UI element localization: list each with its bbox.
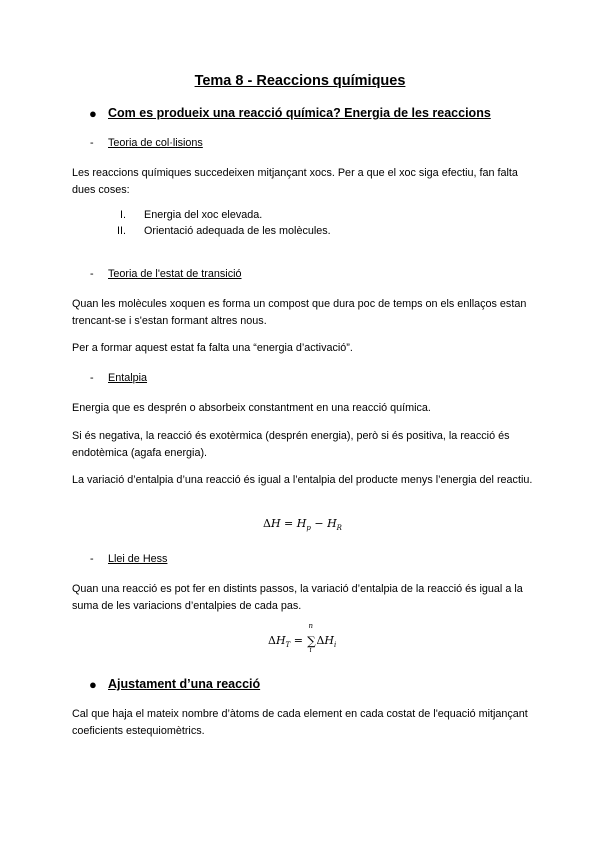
paragraph-enthalpy-3: La variació d’entalpia d’una reacció és igual a l’entalpia del producte menys l’energia del reactiu.	[72, 474, 533, 486]
enthalpy-formula	[263, 517, 342, 532]
dash-marker: -	[90, 268, 94, 280]
formula-subscript: i	[333, 641, 337, 650]
sum-icon: ∑	[307, 634, 316, 648]
formula-symbol: H	[324, 634, 334, 647]
subheading-collision-theory: Teoria de col·lisions	[108, 137, 203, 149]
section-heading-balancing: Ajustament d’una reacció	[108, 677, 261, 691]
paragraph-balancing: Cal que haja el mateix nombre d’àtoms de cada element en cada costat de l'equació mitjançant coeficients estequiomètrics.	[72, 708, 528, 737]
formula-subscript: p	[306, 524, 311, 533]
sum-upper-limit: n	[308, 622, 313, 630]
paragraph-hess: Quan una reacció es pot fer en distints passos, la variació d’entalpia de la reacció és igual a la suma de les variacions d’entalpies de cada pas.	[72, 583, 523, 612]
list-item: Energia del xoc elevada.	[144, 209, 263, 221]
subheading-hess-law: Llei de Hess	[108, 553, 168, 565]
sum-lower-limit: i	[309, 646, 312, 654]
paragraph-collisions: Les reaccions químiques succedeixen mitjançant xocs. Per a que el xoc siga efectiu, fan falta dues coses:	[72, 167, 518, 196]
summation	[306, 622, 316, 654]
formula-delta: Δ	[316, 634, 325, 647]
bullet-icon: ●	[89, 106, 97, 121]
formula-subscript: R	[336, 524, 342, 533]
paragraph-transition-1: Quan les molècules xoquen es forma un compost que dura poc de temps on els enllaços estan trencant-se i s'estan formant altres nous.	[72, 298, 527, 327]
paragraph-enthalpy-2: Si és negativa, la reacció és exotèrmica (desprén energia), però si és positiva, la reacció és endotèmica (agafa energia).	[72, 430, 510, 459]
list-number: I.	[120, 209, 126, 221]
list-number: II.	[117, 225, 126, 237]
dash-marker: -	[90, 372, 94, 384]
formula-delta: Δ	[263, 517, 271, 530]
formula-symbol: H	[296, 517, 307, 530]
paragraph-enthalpy-1: Energia que es desprén o absorbeix constantment en una reacció química.	[72, 402, 431, 414]
formula-equals: =	[293, 634, 303, 647]
dash-marker: -	[90, 553, 94, 565]
dash-marker: -	[90, 137, 94, 149]
hess-formula	[268, 622, 337, 654]
formula-delta: Δ	[268, 634, 276, 647]
formula-equals: =	[284, 517, 294, 530]
formula-symbol: H	[327, 517, 337, 530]
subheading-transition-state: Teoria de l'estat de transició	[108, 268, 242, 280]
section-heading-reactions: Com es produeix una reacció química? Energia de les reaccions	[108, 106, 491, 120]
paragraph-transition-2: Per a formar aquest estat fa falta una “energia d’activació”.	[72, 342, 353, 354]
bullet-icon: ●	[89, 677, 97, 692]
formula-minus: −	[314, 517, 324, 530]
list-item: Orientació adequada de les molècules.	[144, 225, 331, 237]
formula-symbol: H	[275, 634, 286, 647]
formula-subscript: T	[285, 641, 291, 650]
subheading-enthalpy: Entalpia	[108, 372, 148, 384]
page-title: Tema 8 - Reaccions químiques	[194, 73, 406, 89]
formula-symbol: H	[270, 517, 281, 530]
